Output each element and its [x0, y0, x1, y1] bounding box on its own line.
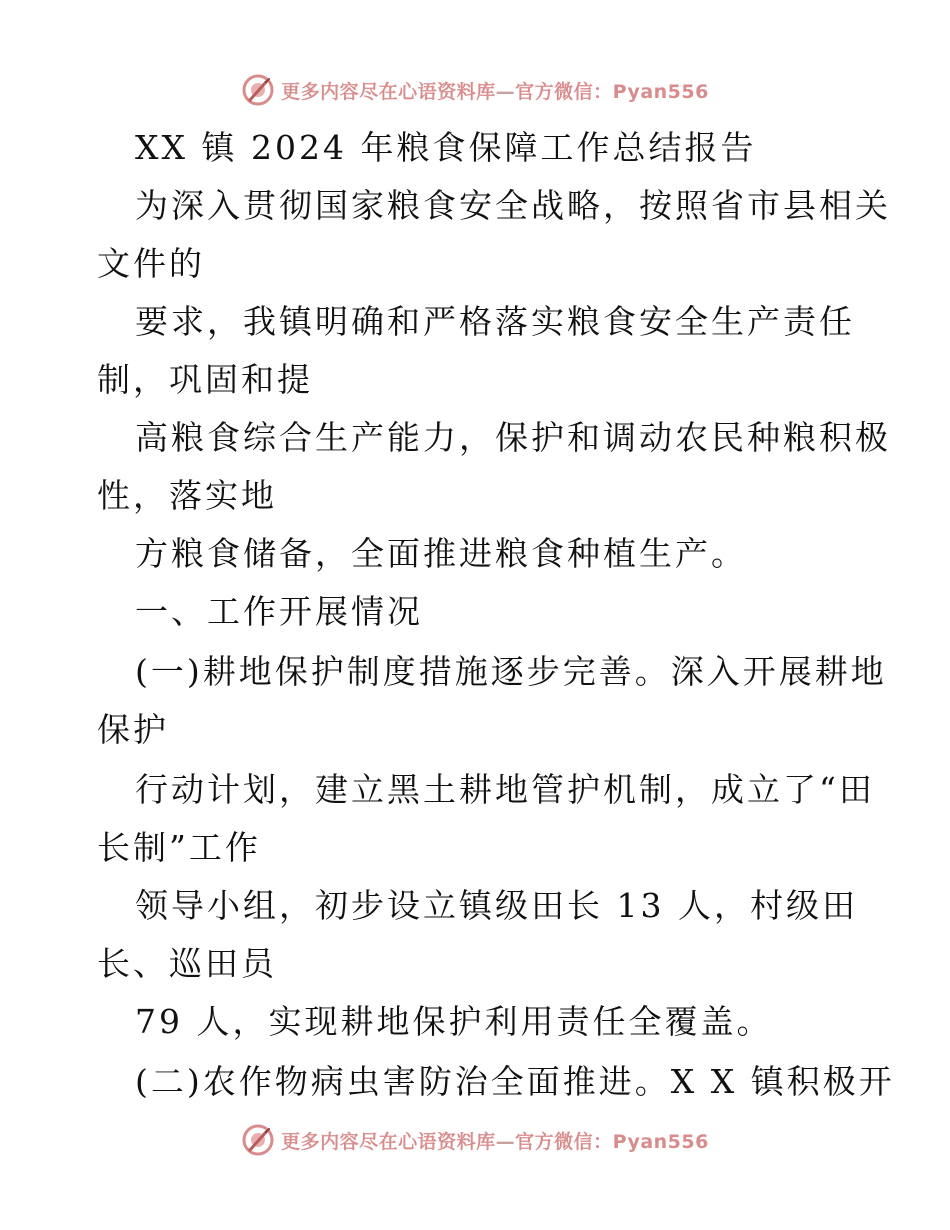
watermark-site: 更多内容尽在心语资料库	[281, 80, 496, 103]
subsection-heading: (一)耕地保护制度措施逐步完善。深入开展耕地	[135, 652, 887, 691]
document-title: XX 镇 2024 年粮食保障工作总结报告	[135, 128, 757, 167]
watermark-wechat-id: Pyan556	[612, 80, 709, 103]
watermark-site: 更多内容尽在心语资料库	[281, 1130, 496, 1153]
paragraph-line: 长制”工作	[97, 828, 261, 867]
paragraph-line: 保护	[97, 710, 169, 749]
paragraph-line: 文件的	[97, 244, 205, 283]
paragraph-line: 制，巩固和提	[97, 360, 313, 399]
watermark-footer	[0, 1122, 950, 1158]
watermark-text	[281, 1127, 709, 1154]
paragraph-line: 79 人，实现耕地保护利用责任全覆盖。	[135, 1002, 773, 1041]
watermark-header	[0, 72, 950, 108]
pen-logo-icon	[241, 1123, 275, 1157]
paragraph-line: 性，落实地	[97, 476, 277, 515]
watermark-wechat-id: Pyan556	[612, 1130, 709, 1153]
watermark-separator: —	[495, 1130, 516, 1153]
watermark-wechat-label: 官方微信：	[515, 80, 613, 103]
watermark-wechat-label: 官方微信：	[515, 1130, 613, 1153]
watermark-text	[281, 77, 709, 104]
paragraph-line: 长、巡田员	[97, 944, 277, 983]
paragraph-line: 方粮食储备，全面推进粮食种植生产。	[135, 534, 747, 573]
section-heading: 一、工作开展情况	[135, 592, 423, 631]
subsection-heading: (二)农作物病虫害防治全面推进。X X 镇积极开	[135, 1062, 895, 1101]
paragraph-line: 高粮食综合生产能力，保护和调动农民种粮积极	[135, 418, 891, 457]
paragraph-line: 为深入贯彻国家粮食安全战略，按照省市县相关	[135, 186, 891, 225]
paragraph-line: 要求，我镇明确和严格落实粮食安全生产责任	[135, 302, 855, 341]
pen-logo-icon	[241, 73, 275, 107]
paragraph-line: 行动计划，建立黑土耕地管护机制，成立了“田	[135, 770, 875, 809]
paragraph-line: 领导小组，初步设立镇级田长 13 人，村级田	[135, 886, 858, 925]
watermark-separator: —	[495, 80, 516, 103]
